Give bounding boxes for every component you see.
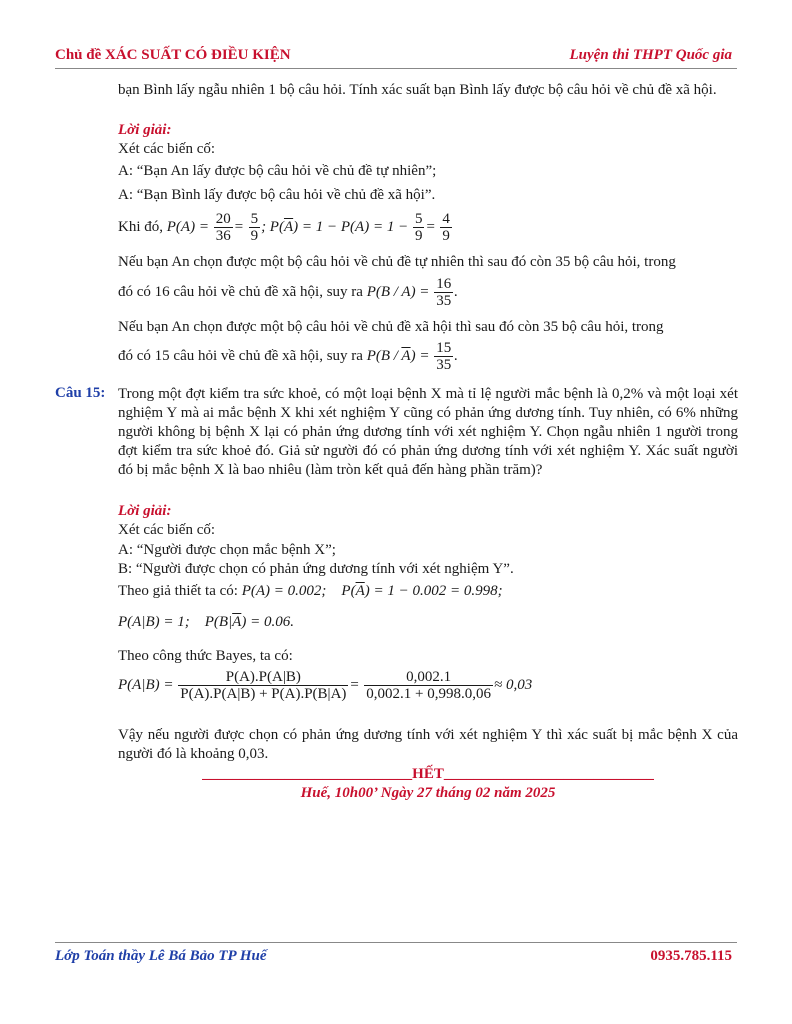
q15-event-b: B: “Người được chọn có phản ứng dương tính với xét nghiệm Y”. [118, 561, 514, 577]
q15-bayes-label: Theo công thức Bayes, ta có: [118, 648, 293, 664]
q15-events-intro: Xét các biến cố: [118, 522, 216, 538]
prev-formula-line [118, 211, 738, 244]
footer-class-name: Lớp Toán thầy Lê Bá Bảo TP Huế [55, 948, 267, 964]
header-divider [55, 68, 737, 69]
q15-conditional-formula: P(A|B) = 1; $P(B|\overline{A}) = 0.06$. [118, 614, 294, 630]
date-line: Huế, 10h00’ Ngày 27 tháng 02 năm 2025 [300, 785, 556, 801]
q15-solution-label: Lời giải: [118, 503, 172, 519]
prev-formula: P(A) = $\frac{20}{36}$ = $\frac{5}{9}$ ; $P(\overline{A}) = 1 - P(A) = 1$ − $\frac{5}{9}$ = $\frac{4}{9}$ [166, 211, 450, 244]
q15-bayes-formula: P(A|B) = $\frac{P(A).P(A|B)}{P(A).P(A|B) + P(\overline{A}).P(B|\overline{A})}$ = $\frac{0,002.1}{0,002.1 + 0,998.0,06}$ ≈ 0,03 [118, 669, 533, 702]
prev-events-intro: Xét các biến cố: [118, 141, 216, 157]
prev-case1-formula-line [118, 276, 738, 309]
question-15-label: Câu 15: [55, 385, 106, 401]
footer-divider [55, 942, 737, 943]
prev-event-a: A: “Bạn An lấy được bộ câu hỏi về chủ đề tự nhiên”; [118, 163, 437, 179]
prev-case2-line2: đó có 15 câu hỏi về chủ đề xã hội, suy ra [118, 347, 363, 364]
q15-assume-line [118, 583, 738, 600]
prev-case2-line1: Nếu bạn An chọn được một bộ câu hỏi về chủ đề xã hội thì sau đó còn 35 bộ câu hỏi, trong [118, 319, 664, 335]
end-marker: ____________________________HẾT____________________________ [202, 766, 654, 782]
footer-phone: 0935.785.115 [650, 948, 732, 964]
prev-case1-formula: P(B / A) = $\frac{16}{35}$ . [366, 276, 458, 309]
prev-event-b: A: “Bạn Bình lấy được bộ câu hỏi về chủ đề xã hội”. [118, 187, 436, 203]
prev-case1-line1: Nếu bạn An chọn được một bộ câu hỏi về chủ đề tự nhiên thì sau đó còn 35 bộ câu hỏi, trong [118, 254, 676, 270]
prev-case2-formula: $P(B / \overline{A})$ = $\frac{15}{35}$ . [366, 340, 458, 373]
prev-intro: bạn Bình lấy ngẫu nhiên 1 bộ câu hỏi. Tính xác suất bạn Bình lấy được bộ câu hỏi về chủ đề xã hội. [118, 82, 717, 98]
q15-event-a: A: “Người được chọn mắc bệnh X”; [118, 542, 336, 558]
prev-then-label: Khi đó, [118, 218, 163, 235]
q15-conclusion: Vậy nếu người được chọn có phản ứng dương tính với xét nghiệm Y thì xác suất bị mắc bệnh X của người đó là khoảng 0,03. [118, 727, 738, 762]
q15-assume-label: Theo giả thiết ta có: [118, 583, 238, 599]
header-course: Luyện thi THPT Quốc gia [569, 47, 732, 63]
prev-case2-formula-line [118, 340, 738, 373]
q15-assume-formula: P(A) = 0.002; $P(\overline{A}) = 1 - 0.002 = 0.998$; [241, 583, 503, 599]
prev-solution-label: Lời giải: [118, 122, 172, 138]
question-15-text: Trong một đợt kiểm tra sức khoẻ, có một loại bệnh X mà tỉ lệ người mắc bệnh là 0,2% và một loại xét nghiệm Y mà ai mắc bệnh X khi xét nghiệm Y cũng có phản ứng dương tính. Tuy nhiên, có 6% những người không bị bệnh X lại có phản ứng dương tính với xét nghiệm Y. Chọn ngẫu nhiên 1 người trong đợt kiểm tra sức khoẻ đó. Giả sử người đó có phản ứng dương tính với xét nghiệm Y. Xác suất người đó bị mắc bệnh X là bao nhiêu (làm tròn kết quả đến hàng phần trăm)? [118, 386, 738, 478]
header-topic: Chủ đề XÁC SUẤT CÓ ĐIỀU KIỆN [55, 47, 291, 63]
prev-case1-line2: đó có 16 câu hỏi về chủ đề xã hội, suy ra [118, 283, 363, 300]
